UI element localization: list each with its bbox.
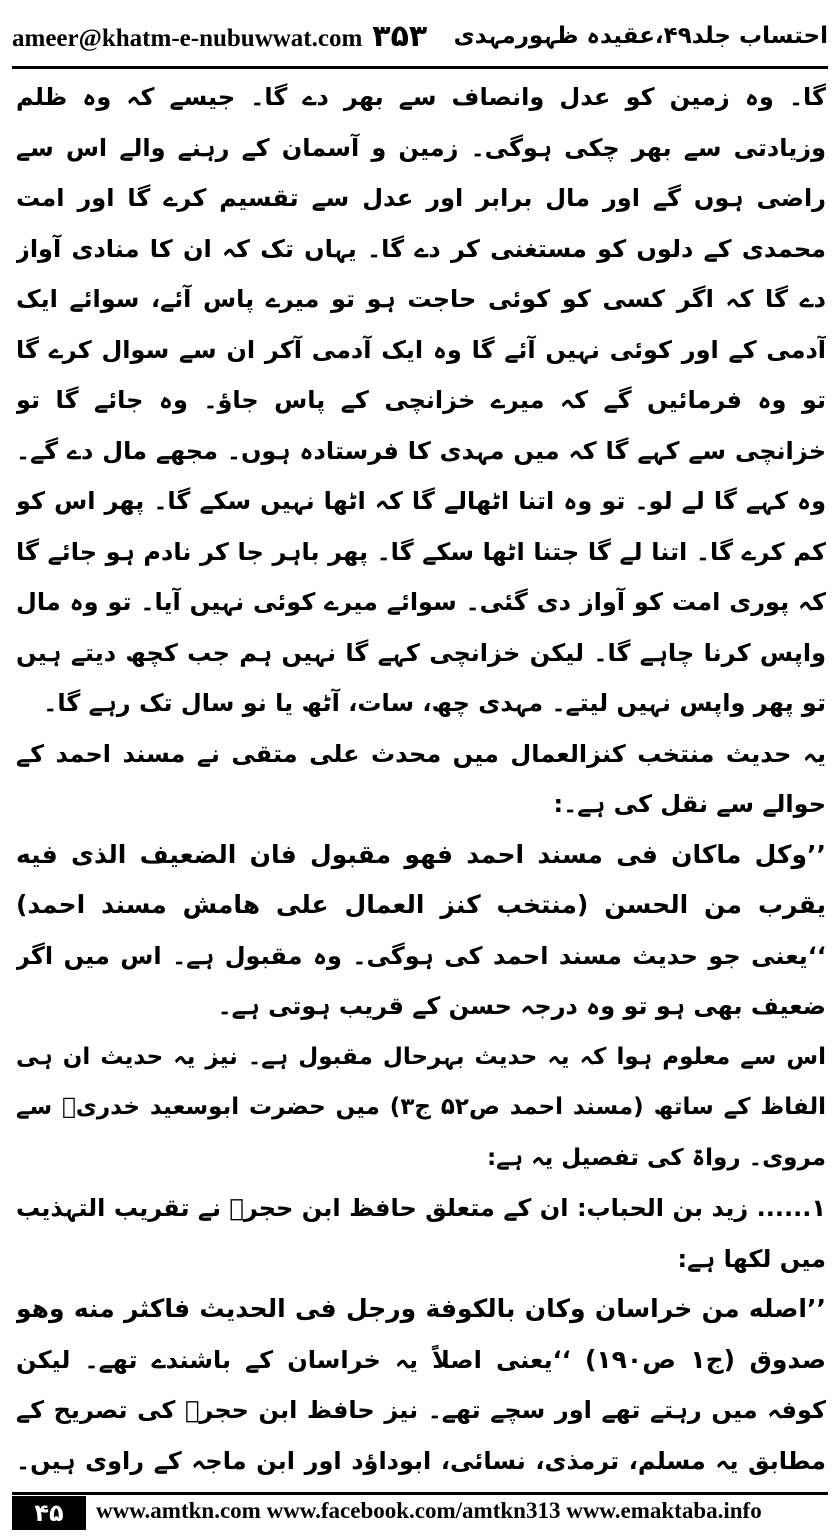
footer-links: www.amtkn.com www.facebook.com/amtkn313 www.emaktaba.info: [96, 1498, 762, 1523]
paragraph-conclusion: اس سے معلوم ہوا کہ یہ حدیث بہرحال مقبول ہے۔ نیز یہ حدیث ان ہی الفاظ کے ساتھ (مسند احمد ص۵۲ ج۳) میں حضرت ابوسعید خدریؓ سے مروی۔ رواۃ کی تفصیل یہ ہے:: [16, 1043, 826, 1171]
item-number: ۱......: [756, 1194, 826, 1222]
header-email: ameer@khatm-e-nubuwwat.com: [12, 24, 363, 52]
paragraph-source: یہ حدیث منتخب کنزالعمال میں محدث علی متقی نے مسند احمد کے حوالے سے نقل کی ہے۔:: [16, 739, 826, 818]
page-body: [16, 72, 826, 1482]
header-running-title: احتساب جلد۴۹،عقیدہ ظہورمہدی: [453, 23, 828, 49]
header-rule: [12, 66, 828, 69]
header-left: [12, 19, 427, 54]
urdu-translation: ‘‘یعنی جو حدیث مسند احمد کی ہوگی۔ وہ مقبول ہے۔ اس میں اگر ضعیف بھی ہو تو وہ درجہ حسن کے قریب ہوتی ہے۔: [16, 941, 826, 1020]
narrator-item-1: [16, 1183, 826, 1284]
footer-rule: [12, 1492, 828, 1495]
paragraph-narration: گا۔ وہ زمین کو عدل وانصاف سے بھر دے گا۔ جیسے کہ وہ ظلم وزیادتی سے بھر چکی ہوگی۔ زمین و آسمان کے رہنے والے اس سے راضی ہوں گے اور مال برابر اور عدل سے تقسیم کرے گا اور امت محمدی کے دلوں کو مستغنی کر دے گا۔ یہاں تک کہ ان کا منادی آواز دے گا کہ اگر کسی کو کوئی حاجت ہو تو میرے پاس آئے، سوائے ایک آدمی کے اور کوئی نہیں آئے گا وہ ایک آدمی آکر ان سے سوال کرے گا تو وہ فرمائیں گے کہ میرے خزانچی کے پاس جاؤ۔ وہ جائے گا تو خزانچی سے کہے گا کہ میں مہدی کا فرستادہ ہوں۔ مجھے مال دے گے۔ وہ کہے گا لے لو۔ تو وہ اتنا اٹھالے گا کہ اٹھا نہیں سکے گا۔ پھر اس کو کم کرے گا۔ اتنا لے گا جتنا اٹھا سکے گا۔ پھر باہر جا کر نادم ہو جائے گا کہ پوری امت کو آواز دی گئی۔ سوائے میرے کوئی نہیں آیا۔ تو وہ مال واپس کرنا چاہے گا۔ لیکن خزانچی کہے گا نہیں ہم جب کچھ دیتے ہیں تو پھر واپس نہیں لیتے۔ مہدی چھ، سات، آٹھ یا نو سال تک رہے گا۔: [16, 83, 826, 717]
arabic-quote: ’’اصله من خراسان وکان بالکوفة ورجل فی الحدیث فاکثر منه وهو صدوق (ج۱ ص۱۹۰): [16, 1294, 826, 1374]
urdu-translation: ‘‘یعنی اصلاً یہ خراسان کے باشندے تھے۔ لیکن کوفہ میں رہتے تھے اور سچے تھے۔ نیز حافظ ابن حجرؒ کی تصریح کے مطابق یہ مسلم، ترمذی، نسائی، ابوداؤد اور ابن ماجہ کے راوی ہیں۔: [16, 1345, 826, 1475]
header-page-number: ۳۵۳: [372, 18, 428, 54]
page-footer: [12, 1492, 828, 1532]
paragraph-quote: [16, 830, 826, 1032]
page-header: [12, 8, 828, 64]
narrator-item-1-quote: [16, 1284, 826, 1482]
footer-page-index: ۴۵: [12, 1496, 86, 1530]
arabic-quote: ’’وکل ماکان فی مسند احمد فهو مقبول فان الضعیف الذی فیه یقرب من الحسن (منتخب کنز العمال علی هامش مسند احمد): [16, 839, 826, 919]
item-text: زید بن الحباب: ان کے متعلق حافظ ابن حجرؒ نے تقریب التہذیب میں لکھا ہے:: [16, 1194, 826, 1273]
